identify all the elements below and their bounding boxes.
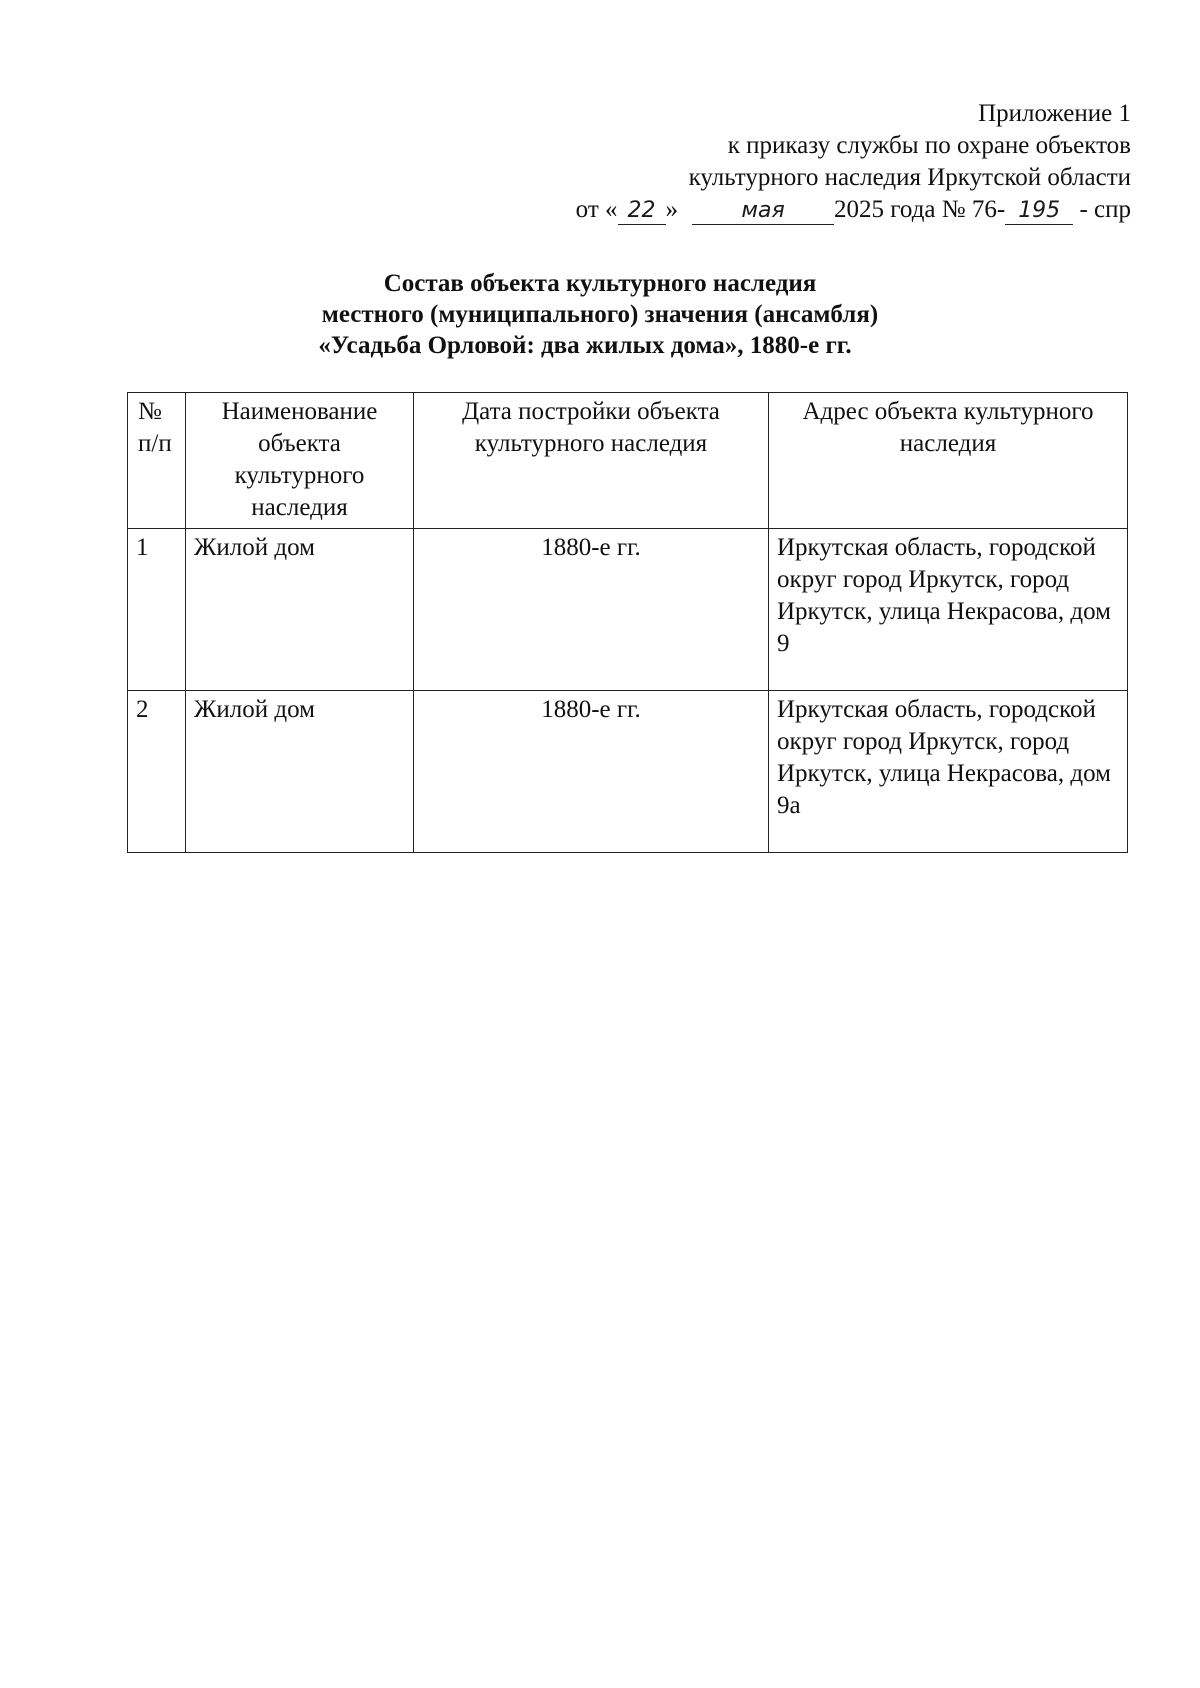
row-construction-date: 1880-е гг. bbox=[414, 691, 769, 853]
handwritten-order-number: 195 bbox=[1005, 198, 1073, 225]
heritage-composition-table bbox=[127, 392, 1128, 853]
row-object-name: Жилой дом bbox=[186, 529, 414, 691]
header-object-name: Наименование объекта культурного наследия bbox=[186, 393, 414, 529]
appendix-header bbox=[576, 98, 1131, 226]
appendix-label: Приложение 1 bbox=[978, 100, 1131, 127]
order-prefix: от « bbox=[575, 196, 618, 223]
row-number: 1 bbox=[128, 529, 186, 691]
table-header-row bbox=[128, 393, 1128, 529]
header-address: Адрес объекта культурного наследия bbox=[769, 393, 1128, 529]
header-number: № п/п bbox=[128, 393, 186, 529]
title-line-2: местного (муниципального) значения (ансамбля) bbox=[321, 301, 879, 328]
title-line-1: Состав объекта культурного наследия bbox=[383, 270, 817, 297]
handwritten-day: 22 bbox=[618, 198, 666, 225]
document-title bbox=[0, 268, 1200, 361]
table-row bbox=[128, 529, 1128, 691]
row-number: 2 bbox=[128, 691, 186, 853]
appendix-authority: культурного наследия Иркутской области bbox=[688, 164, 1131, 191]
handwritten-month: мая bbox=[692, 198, 834, 225]
appendix-order-date-line bbox=[576, 194, 1131, 226]
header-construction-date: Дата постройки объекта культурного наследия bbox=[414, 393, 769, 529]
row-construction-date: 1880-е гг. bbox=[414, 529, 769, 691]
row-object-name: Жилой дом bbox=[186, 691, 414, 853]
appendix-order-ref: к приказу службы по охране объектов bbox=[727, 132, 1131, 159]
order-day-close: » bbox=[665, 196, 679, 223]
order-year-text: 2025 года № 76- bbox=[834, 196, 1006, 223]
order-suffix: - спр bbox=[1073, 196, 1131, 223]
row-address: Иркутская область, городской округ город Иркутск, город Иркутск, улица Некрасова, дом 9а bbox=[769, 691, 1128, 853]
table-row bbox=[128, 691, 1128, 853]
row-address: Иркутская область, городской округ город Иркутск, город Иркутск, улица Некрасова, дом 9 bbox=[769, 529, 1128, 691]
title-line-3: «Усадьба Орловой: два жилых дома», 1880-е гг. bbox=[318, 332, 852, 359]
